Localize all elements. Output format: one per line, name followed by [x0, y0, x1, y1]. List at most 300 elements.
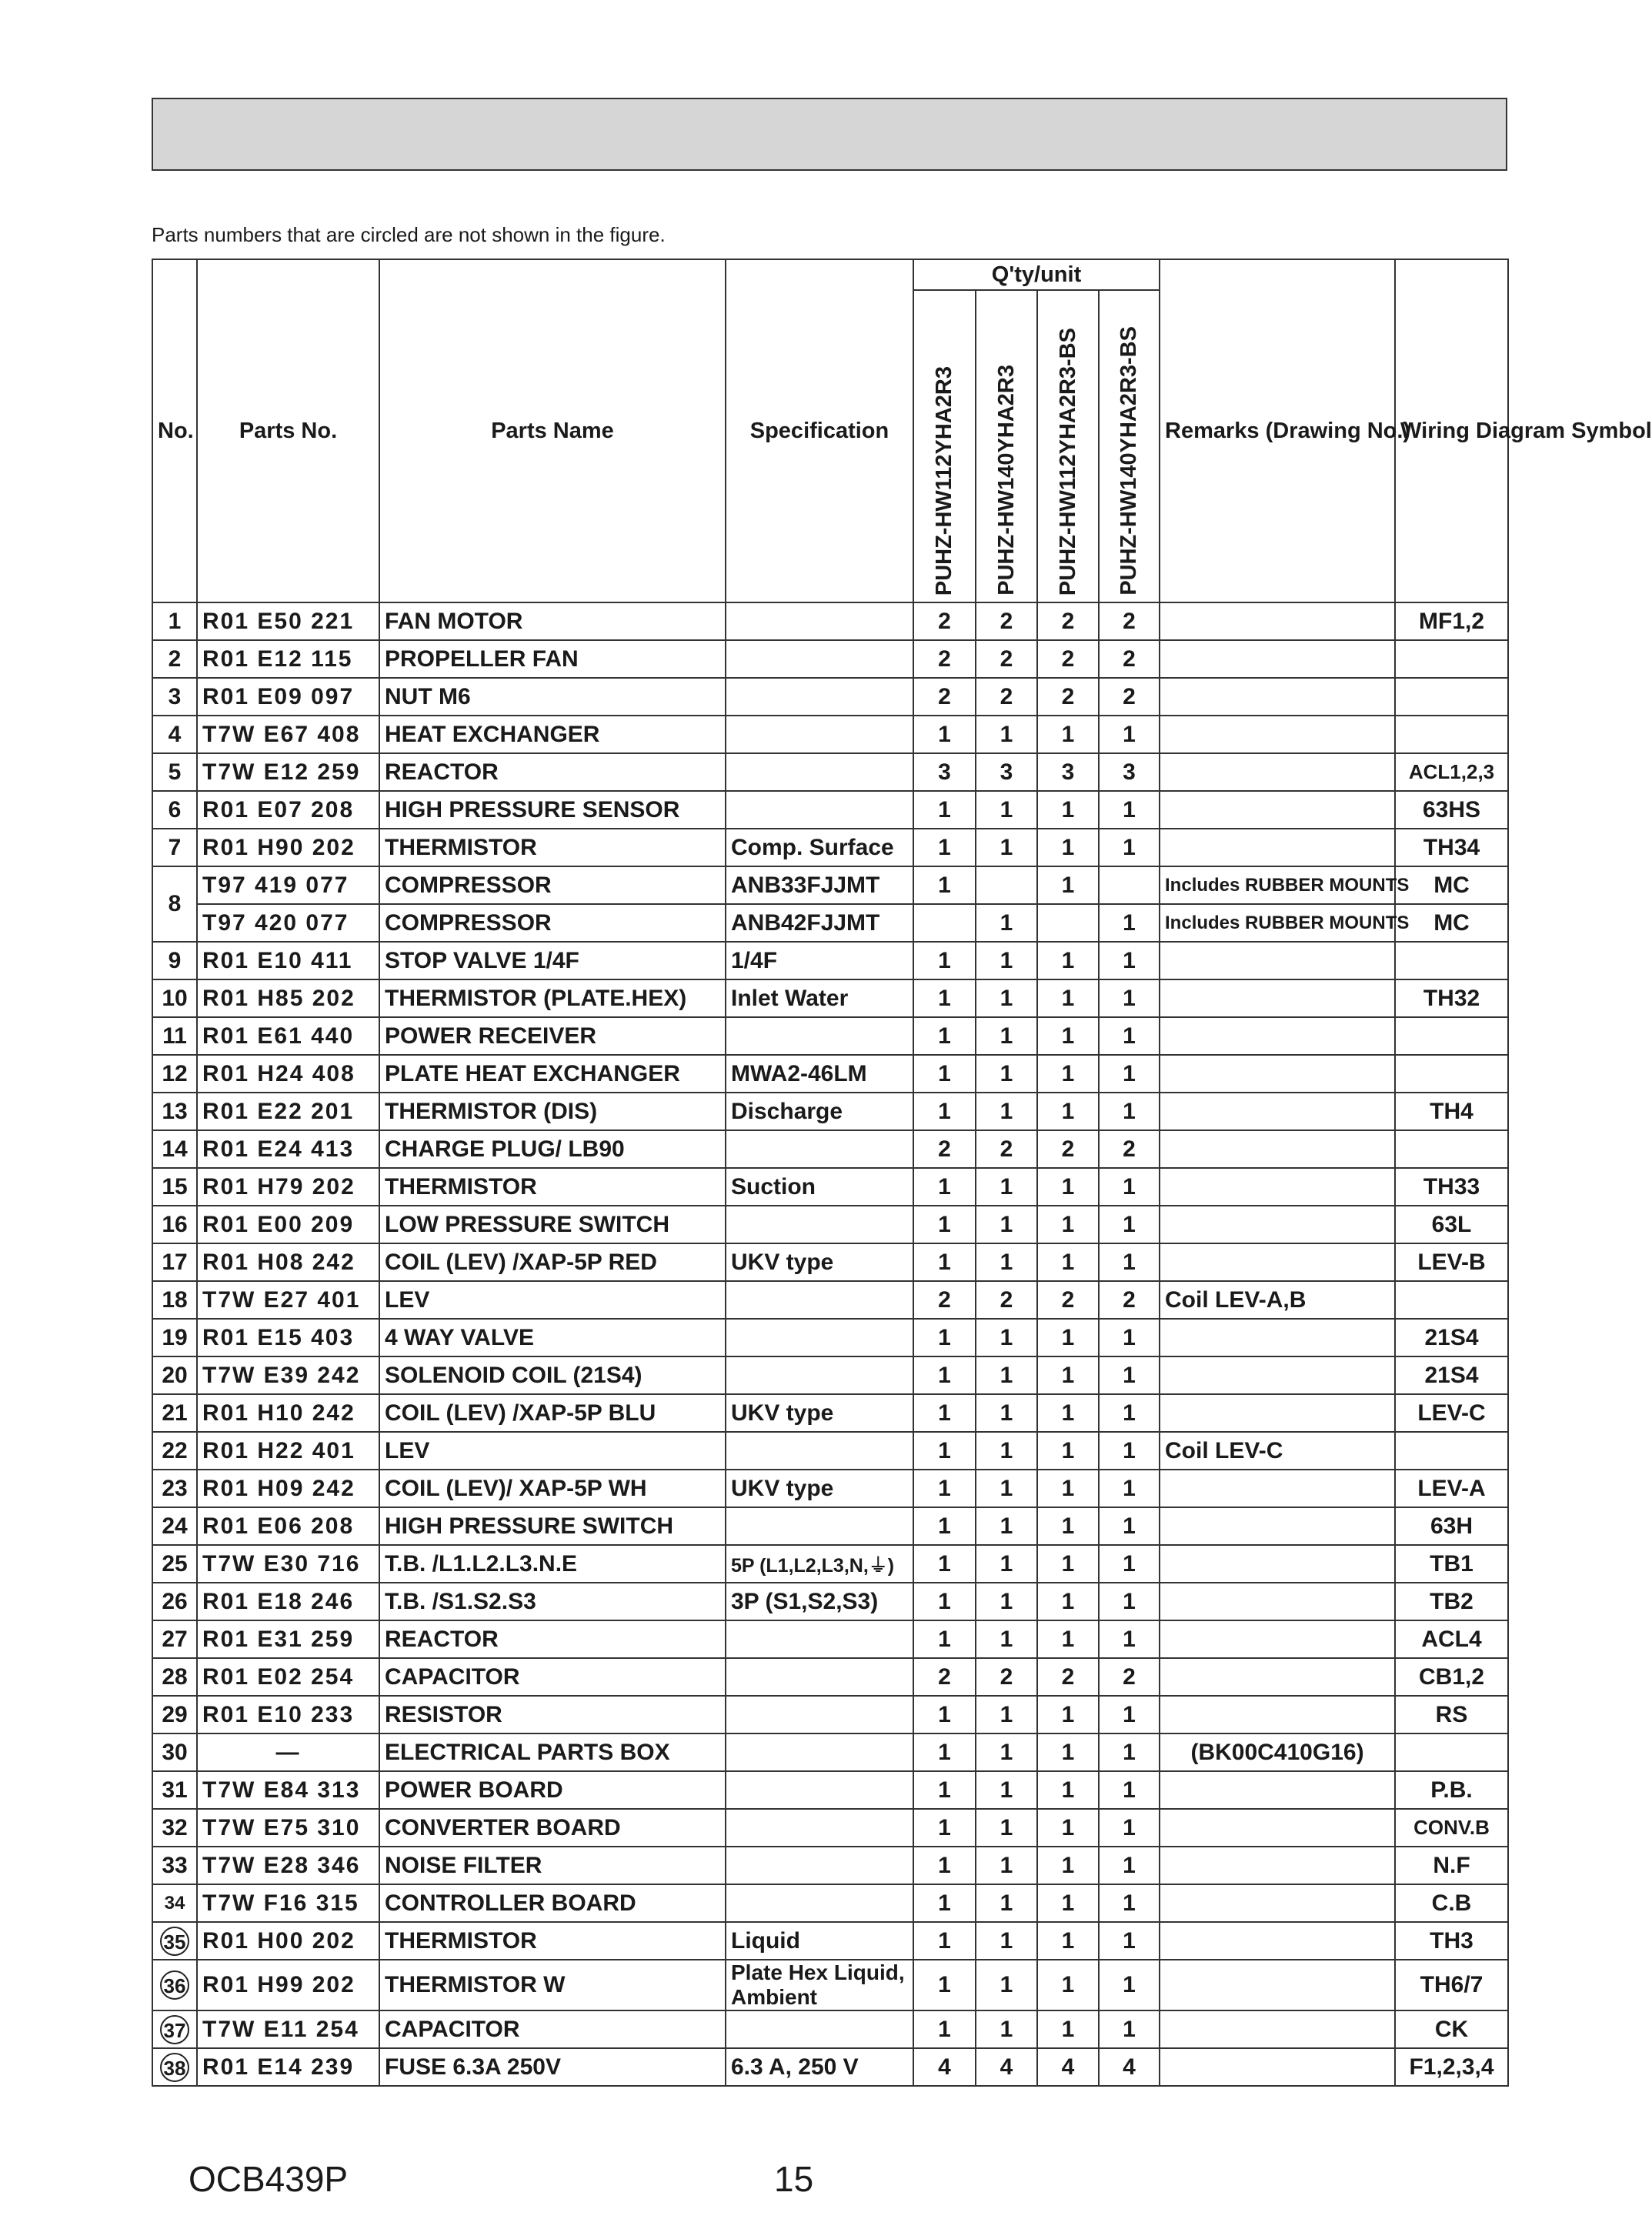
qty-model-4: 2: [1099, 602, 1160, 640]
qty-model-3: 1: [1037, 1733, 1099, 1771]
qty-model-3: 1: [1037, 1206, 1099, 1243]
qty-model-1: 1: [913, 1168, 976, 1206]
wiring-symbol: TH34: [1395, 829, 1508, 866]
qty-model-3: 1: [1037, 1394, 1099, 1432]
wiring-symbol: TB2: [1395, 1583, 1508, 1620]
qty-model-3: 1: [1037, 1771, 1099, 1809]
remarks: [1160, 1319, 1395, 1356]
parts-number: R01 E02 254: [197, 1658, 379, 1696]
remarks: [1160, 1658, 1395, 1696]
document-code: OCB439P: [189, 2159, 349, 2199]
parts-number: R01 E61 440: [197, 1017, 379, 1055]
parts-number: T7W E39 242: [197, 1356, 379, 1394]
parts-number: T7W E75 310: [197, 1809, 379, 1847]
circled-number: 35: [160, 1927, 189, 1956]
row-number: 8: [152, 866, 197, 942]
qty-model-2: [976, 866, 1037, 904]
wiring-symbol: [1395, 942, 1508, 979]
remarks: [1160, 1545, 1395, 1583]
table-row: [152, 1696, 1508, 1733]
header-model-1: PUHZ-HW112YHA2R3: [913, 290, 976, 602]
qty-model-4: 1: [1099, 1470, 1160, 1507]
qty-model-2: 1: [976, 1696, 1037, 1733]
wiring-symbol: 63L: [1395, 1206, 1508, 1243]
circled-number: 37: [160, 2015, 189, 2044]
table-row: [152, 1356, 1508, 1394]
parts-name: ELECTRICAL PARTS BOX: [379, 1733, 726, 1771]
parts-name: THERMISTOR (PLATE.HEX): [379, 979, 726, 1017]
specification: [726, 1281, 913, 1319]
qty-model-1: 1: [913, 1432, 976, 1470]
table-row: [152, 979, 1508, 1017]
table-row: [152, 1922, 1508, 1960]
wiring-symbol: CK: [1395, 2010, 1508, 2048]
wiring-symbol: [1395, 1733, 1508, 1771]
qty-model-2: 1: [976, 2010, 1037, 2048]
parts-name: FUSE 6.3A 250V: [379, 2048, 726, 2086]
specification: 6.3 A, 250 V: [726, 2048, 913, 2086]
qty-model-1: 3: [913, 753, 976, 791]
table-row: [152, 640, 1508, 678]
parts-name: NOISE FILTER: [379, 1847, 726, 1884]
remarks: Includes RUBBER MOUNTS: [1160, 904, 1395, 942]
parts-name: CHARGE PLUG/ LB90: [379, 1130, 726, 1168]
parts-number: T7W E84 313: [197, 1771, 379, 1809]
qty-model-1: 1: [913, 866, 976, 904]
wiring-symbol: TH33: [1395, 1168, 1508, 1206]
qty-model-3: 1: [1037, 866, 1099, 904]
parts-number: R01 E18 246: [197, 1583, 379, 1620]
qty-model-2: 2: [976, 678, 1037, 716]
qty-model-1: 1: [913, 1206, 976, 1243]
table-row: [152, 1055, 1508, 1093]
qty-model-3: 1: [1037, 1620, 1099, 1658]
specification: [726, 2010, 913, 2048]
wiring-symbol: 21S4: [1395, 1319, 1508, 1356]
parts-number: R01 E07 208: [197, 791, 379, 829]
qty-model-3: 1: [1037, 1470, 1099, 1507]
wiring-symbol: TH3: [1395, 1922, 1508, 1960]
parts-number: R01 H22 401: [197, 1432, 379, 1470]
remarks: [1160, 942, 1395, 979]
qty-model-1: 1: [913, 1394, 976, 1432]
qty-model-2: 2: [976, 640, 1037, 678]
qty-model-1: 1: [913, 1696, 976, 1733]
qty-model-1: 1: [913, 1884, 976, 1922]
parts-number: T7W E11 254: [197, 2010, 379, 2048]
row-number: 28: [152, 1658, 197, 1696]
qty-model-4: 1: [1099, 829, 1160, 866]
parts-number: R01 E50 221: [197, 602, 379, 640]
qty-model-2: 1: [976, 942, 1037, 979]
parts-number: R01 H10 242: [197, 1394, 379, 1432]
wiring-symbol: F1,2,3,4: [1395, 2048, 1508, 2086]
remarks: [1160, 1507, 1395, 1545]
remarks: Coil LEV-A,B: [1160, 1281, 1395, 1319]
qty-model-2: 2: [976, 602, 1037, 640]
wiring-symbol: ACL4: [1395, 1620, 1508, 1658]
specification: [726, 1847, 913, 1884]
row-number: 5: [152, 753, 197, 791]
qty-model-1: 1: [913, 1470, 976, 1507]
section-header-bar: [152, 98, 1507, 171]
row-number: 7: [152, 829, 197, 866]
wiring-symbol: TH4: [1395, 1093, 1508, 1130]
qty-model-1: 1: [913, 2010, 976, 2048]
specification: [726, 1356, 913, 1394]
header-parts-no: Parts No.: [197, 259, 379, 602]
parts-name: COMPRESSOR: [379, 904, 726, 942]
wiring-symbol: CB1,2: [1395, 1658, 1508, 1696]
remarks: [1160, 1055, 1395, 1093]
specification: Liquid: [726, 1922, 913, 1960]
qty-model-4: 3: [1099, 753, 1160, 791]
qty-model-3: 1: [1037, 791, 1099, 829]
qty-model-2: 3: [976, 753, 1037, 791]
parts-number: R01 E15 403: [197, 1319, 379, 1356]
specification: UKV type: [726, 1243, 913, 1281]
remarks: [1160, 1093, 1395, 1130]
row-number: [152, 2010, 197, 2048]
header-parts-name: Parts Name: [379, 259, 726, 602]
specification: [726, 602, 913, 640]
qty-model-1: 1: [913, 1545, 976, 1583]
table-row: [152, 1206, 1508, 1243]
table-row: [152, 1093, 1508, 1130]
parts-number: T7W F16 315: [197, 1884, 379, 1922]
specification: 1/4F: [726, 942, 913, 979]
qty-model-4: 2: [1099, 1658, 1160, 1696]
row-number: 18: [152, 1281, 197, 1319]
qty-model-3: 1: [1037, 1884, 1099, 1922]
parts-name: THERMISTOR: [379, 829, 726, 866]
wiring-symbol: ACL1,2,3: [1395, 753, 1508, 791]
qty-model-3: 2: [1037, 1130, 1099, 1168]
qty-model-1: 2: [913, 1130, 976, 1168]
remarks: [1160, 1394, 1395, 1432]
wiring-symbol: MC: [1395, 904, 1508, 942]
qty-model-1: 1: [913, 1507, 976, 1545]
parts-number: R01 H08 242: [197, 1243, 379, 1281]
remarks: [1160, 1847, 1395, 1884]
remarks: (BK00C410G16): [1160, 1733, 1395, 1771]
remarks: [1160, 753, 1395, 791]
parts-name: THERMISTOR: [379, 1168, 726, 1206]
row-number: 16: [152, 1206, 197, 1243]
remarks: [1160, 640, 1395, 678]
qty-model-4: 1: [1099, 1394, 1160, 1432]
parts-name: LEV: [379, 1432, 726, 1470]
qty-model-4: 1: [1099, 1922, 1160, 1960]
remarks: [1160, 791, 1395, 829]
table-row: [152, 1168, 1508, 1206]
parts-number: R01 E09 097: [197, 678, 379, 716]
qty-model-2: 1: [976, 1620, 1037, 1658]
row-number: 24: [152, 1507, 197, 1545]
wiring-symbol: [1395, 1281, 1508, 1319]
wiring-symbol: MC: [1395, 866, 1508, 904]
parts-name: PROPELLER FAN: [379, 640, 726, 678]
qty-model-3: 4: [1037, 2048, 1099, 2086]
qty-model-4: 1: [1099, 1432, 1160, 1470]
qty-model-3: 2: [1037, 640, 1099, 678]
specification: [726, 1809, 913, 1847]
table-row: [152, 1733, 1508, 1771]
table-row: [152, 1319, 1508, 1356]
parts-name: COIL (LEV) /XAP-5P RED: [379, 1243, 726, 1281]
parts-name: RESISTOR: [379, 1696, 726, 1733]
wiring-symbol: [1395, 640, 1508, 678]
table-row: [152, 904, 1508, 942]
parts-name: LOW PRESSURE SWITCH: [379, 1206, 726, 1243]
parts-number: R01 H24 408: [197, 1055, 379, 1093]
parts-name: REACTOR: [379, 1620, 726, 1658]
qty-model-3: 1: [1037, 1017, 1099, 1055]
qty-model-3: 1: [1037, 979, 1099, 1017]
row-number: 19: [152, 1319, 197, 1356]
qty-model-1: 2: [913, 602, 976, 640]
remarks: [1160, 602, 1395, 640]
parts-number: R01 H09 242: [197, 1470, 379, 1507]
specification: [726, 1884, 913, 1922]
parts-name: NUT M6: [379, 678, 726, 716]
table-row: [152, 753, 1508, 791]
parts-number: R01 E10 233: [197, 1696, 379, 1733]
parts-number: R01 H90 202: [197, 829, 379, 866]
parts-name: COIL (LEV) /XAP-5P BLU: [379, 1394, 726, 1432]
remarks: [1160, 678, 1395, 716]
remarks: [1160, 1620, 1395, 1658]
qty-model-3: 3: [1037, 753, 1099, 791]
specification: 3P (S1,S2,S3): [726, 1583, 913, 1620]
qty-model-3: 2: [1037, 1281, 1099, 1319]
table-row: [152, 2010, 1508, 2048]
qty-model-4: 1: [1099, 1847, 1160, 1884]
parts-name: FAN MOTOR: [379, 602, 726, 640]
qty-model-3: 2: [1037, 678, 1099, 716]
qty-model-3: 1: [1037, 1847, 1099, 1884]
wiring-symbol: C.B: [1395, 1884, 1508, 1922]
remarks: [1160, 1356, 1395, 1394]
row-number: 27: [152, 1620, 197, 1658]
table-row: [152, 1545, 1508, 1583]
table-row: [152, 1658, 1508, 1696]
specification: Inlet Water: [726, 979, 913, 1017]
parts-name: SOLENOID COIL (21S4): [379, 1356, 726, 1394]
wiring-symbol: MF1,2: [1395, 602, 1508, 640]
qty-model-1: 1: [913, 1243, 976, 1281]
remarks: [1160, 1884, 1395, 1922]
table-row: [152, 1130, 1508, 1168]
qty-model-2: 1: [976, 979, 1037, 1017]
qty-model-2: 2: [976, 1658, 1037, 1696]
row-number: [152, 1960, 197, 2010]
qty-model-1: [913, 904, 976, 942]
qty-model-1: 1: [913, 1809, 976, 1847]
qty-model-4: 1: [1099, 2010, 1160, 2048]
qty-model-1: 4: [913, 2048, 976, 2086]
parts-table-body: [152, 602, 1508, 2086]
qty-model-2: 1: [976, 1922, 1037, 1960]
row-number: 21: [152, 1394, 197, 1432]
qty-model-1: 1: [913, 1847, 976, 1884]
wiring-symbol: LEV-A: [1395, 1470, 1508, 1507]
specification: [726, 753, 913, 791]
row-number: 26: [152, 1583, 197, 1620]
qty-model-1: 1: [913, 1960, 976, 2010]
specification: [726, 1206, 913, 1243]
parts-name: POWER BOARD: [379, 1771, 726, 1809]
qty-model-2: 1: [976, 1055, 1037, 1093]
wiring-symbol: [1395, 716, 1508, 753]
row-number: 2: [152, 640, 197, 678]
qty-model-2: 1: [976, 716, 1037, 753]
qty-model-4: 1: [1099, 1319, 1160, 1356]
row-number: 30: [152, 1733, 197, 1771]
qty-model-1: 2: [913, 1281, 976, 1319]
remarks: [1160, 2048, 1395, 2086]
parts-number: T7W E12 259: [197, 753, 379, 791]
table-row: [152, 1847, 1508, 1884]
qty-model-3: 1: [1037, 1583, 1099, 1620]
table-row: [152, 866, 1508, 904]
parts-name: PLATE HEAT EXCHANGER: [379, 1055, 726, 1093]
qty-model-4: 4: [1099, 2048, 1160, 2086]
row-number: 13: [152, 1093, 197, 1130]
parts-number: R01 E10 411: [197, 942, 379, 979]
row-number: 23: [152, 1470, 197, 1507]
parts-table: [152, 259, 1652, 2087]
specification: [726, 1130, 913, 1168]
qty-model-2: 1: [976, 791, 1037, 829]
specification: [726, 1771, 913, 1809]
parts-number: T97 420 077: [197, 904, 379, 942]
parts-name: STOP VALVE 1/4F: [379, 942, 726, 979]
header-no: No.: [152, 259, 197, 602]
qty-model-1: 1: [913, 716, 976, 753]
wiring-symbol: [1395, 1017, 1508, 1055]
qty-model-3: 1: [1037, 1809, 1099, 1847]
qty-model-4: 2: [1099, 678, 1160, 716]
table-row: [152, 678, 1508, 716]
row-number: 9: [152, 942, 197, 979]
row-number: [152, 2048, 197, 2086]
remarks: [1160, 829, 1395, 866]
row-number: 11: [152, 1017, 197, 1055]
parts-name: POWER RECEIVER: [379, 1017, 726, 1055]
qty-model-3: [1037, 904, 1099, 942]
table-row: [152, 1583, 1508, 1620]
parts-name: HEAT EXCHANGER: [379, 716, 726, 753]
qty-model-3: 1: [1037, 1356, 1099, 1394]
parts-number: T7W E30 716: [197, 1545, 379, 1583]
qty-model-2: 1: [976, 1884, 1037, 1922]
qty-model-4: 1: [1099, 791, 1160, 829]
table-row: [152, 602, 1508, 640]
remarks: [1160, 1771, 1395, 1809]
qty-model-3: 1: [1037, 1319, 1099, 1356]
header-remarks: Remarks (Drawing No.): [1160, 259, 1395, 602]
qty-model-3: 1: [1037, 1960, 1099, 2010]
qty-model-1: 1: [913, 1583, 976, 1620]
table-row: [152, 1243, 1508, 1281]
remarks: [1160, 1130, 1395, 1168]
qty-model-4: 2: [1099, 640, 1160, 678]
parts-name: REACTOR: [379, 753, 726, 791]
parts-number: —: [197, 1733, 379, 1771]
parts-number: T97 419 077: [197, 866, 379, 904]
parts-name: THERMISTOR W: [379, 1960, 726, 2010]
parts-name: CONVERTER BOARD: [379, 1809, 726, 1847]
remarks: [1160, 716, 1395, 753]
remarks: [1160, 1017, 1395, 1055]
parts-name: CONTROLLER BOARD: [379, 1884, 726, 1922]
remarks: Includes RUBBER MOUNTS: [1160, 866, 1395, 904]
parts-name: CAPACITOR: [379, 2010, 726, 2048]
row-number: [152, 1922, 197, 1960]
qty-model-2: 1: [976, 1809, 1037, 1847]
row-number: 3: [152, 678, 197, 716]
header-wiring-symbol: Wiring Diagram Symbol: [1395, 259, 1508, 602]
wiring-symbol: 21S4: [1395, 1356, 1508, 1394]
qty-model-3: 1: [1037, 1093, 1099, 1130]
parts-name: COMPRESSOR: [379, 866, 726, 904]
qty-model-3: 1: [1037, 1432, 1099, 1470]
remarks: [1160, 1809, 1395, 1847]
qty-model-1: 1: [913, 1055, 976, 1093]
header-model-3: PUHZ-HW112YHA2R3-BS: [1037, 290, 1099, 602]
table-row: [152, 1470, 1508, 1507]
specification: [726, 716, 913, 753]
qty-model-2: 1: [976, 1960, 1037, 2010]
wiring-symbol: LEV-C: [1395, 1394, 1508, 1432]
parts-number: R01 E31 259: [197, 1620, 379, 1658]
wiring-symbol: N.F: [1395, 1847, 1508, 1884]
specification: [726, 1658, 913, 1696]
wiring-symbol: LEV-B: [1395, 1243, 1508, 1281]
specification: [726, 1017, 913, 1055]
specification: [726, 1319, 913, 1356]
wiring-symbol: [1395, 1055, 1508, 1093]
table-row: [152, 942, 1508, 979]
wiring-symbol: TH6/7: [1395, 1960, 1508, 2010]
qty-model-4: 1: [1099, 1055, 1160, 1093]
remarks: [1160, 1696, 1395, 1733]
qty-model-3: 1: [1037, 942, 1099, 979]
table-row: [152, 1281, 1508, 1319]
parts-number: R01 E00 209: [197, 1206, 379, 1243]
qty-model-4: 1: [1099, 904, 1160, 942]
parts-number: T7W E28 346: [197, 1847, 379, 1884]
parts-name: THERMISTOR: [379, 1922, 726, 1960]
qty-model-3: 1: [1037, 1243, 1099, 1281]
circled-number: 36: [160, 1970, 189, 2000]
specification: UKV type: [726, 1470, 913, 1507]
row-number: 6: [152, 791, 197, 829]
wiring-symbol: 63HS: [1395, 791, 1508, 829]
header-model-2: PUHZ-HW140YHA2R3: [976, 290, 1037, 602]
qty-model-1: 1: [913, 829, 976, 866]
remarks: [1160, 1960, 1395, 2010]
specification: 5P (L1,L2,L3,N,⏚): [726, 1545, 913, 1583]
remarks: [1160, 1243, 1395, 1281]
qty-model-2: 1: [976, 1168, 1037, 1206]
qty-model-1: 1: [913, 979, 976, 1017]
specification: [726, 678, 913, 716]
specification: Discharge: [726, 1093, 913, 1130]
row-number: 32: [152, 1809, 197, 1847]
qty-model-1: 2: [913, 1658, 976, 1696]
